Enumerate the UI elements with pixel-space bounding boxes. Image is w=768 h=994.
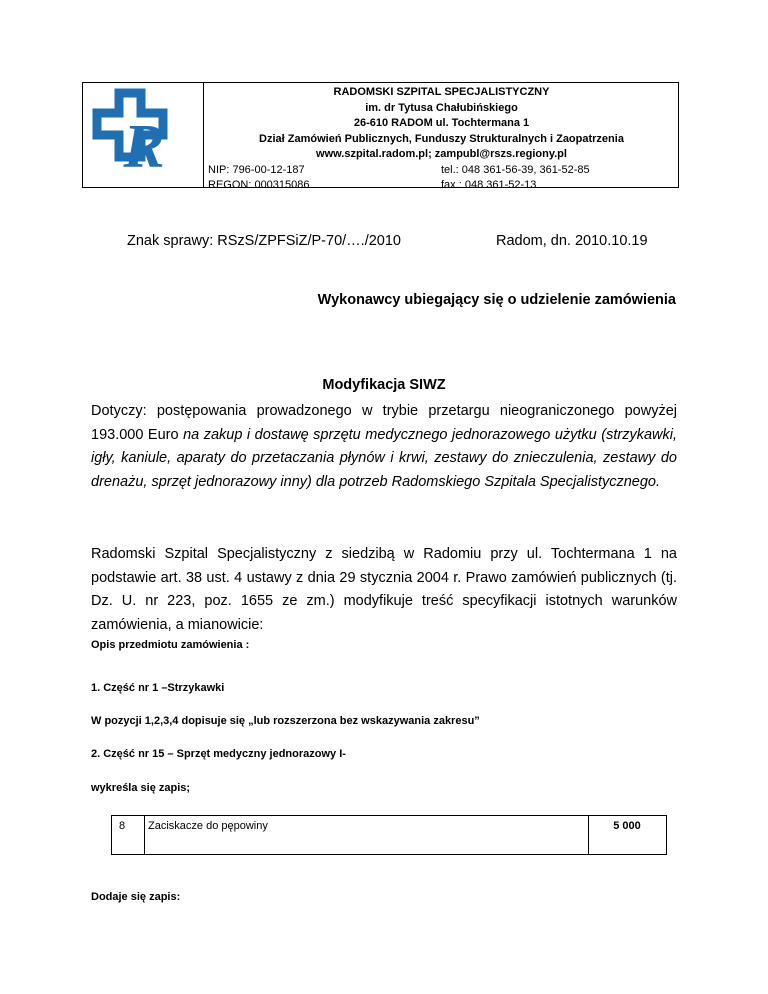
org-tel: tel.: 048 361-56-39, 361-52-85	[441, 163, 590, 176]
case-number: Znak sprawy: RSzS/ZPFSiZ/P-70/…./2010	[127, 233, 401, 249]
table-cell-name: Zaciskacze do pępowiny	[148, 820, 268, 832]
hospital-cross-logo-icon	[89, 87, 197, 183]
section-part15: 2. Część nr 15 – Sprzęt medyczny jednorazowy I-	[91, 748, 346, 760]
table-cell-qty: 5 000	[613, 820, 641, 832]
org-department: Dział Zamówień Publicznych, Funduszy Strukturalnych i Zaopatrzenia	[259, 132, 624, 145]
logo	[83, 83, 204, 187]
letterhead-info	[205, 83, 678, 191]
document-title: Modyfikacja SIWZ	[322, 377, 446, 393]
subject-lead: Dotyczy: postępowania prowadzonego w trybie przetargu nieograniczonego powyżej 193.000 Euro	[91, 403, 677, 443]
section-add: Dodaje się zapis:	[91, 891, 181, 903]
table-cell-lp: 8	[119, 820, 126, 832]
item-table	[111, 815, 667, 855]
letterhead	[82, 82, 679, 191]
section-subject: Opis przedmiotu zamówienia :	[91, 639, 250, 651]
place-date: Radom, dn. 2010.10.19	[496, 233, 648, 249]
logo-letter: R	[123, 113, 165, 181]
org-address: 26-610 RADOM ul. Tochtermana 1	[353, 117, 530, 129]
section-part1: 1. Część nr 1 –Strzykawki	[91, 682, 225, 694]
section-strike: wykreśla się zapis;	[91, 782, 191, 794]
org-web-email: www.szpital.radom.pl; zampubl@rszs.regiony.pl	[316, 148, 567, 160]
org-nip: NIP: 796-00-12-187	[208, 163, 305, 176]
subject-italic: na zakup i dostawę sprzętu medycznego jednorazowego użytku (strzykawki, igły, kaniule, aparaty do przetaczania płynów i krwi, zestawy do znieczulenia, zestawy do drenażu, sprzęt jednorazowy inny) dla potrzeb Radomskiego Szpitala Specjalistycznego.	[91, 426, 677, 490]
org-fax: fax.: 048 361-52-13	[441, 179, 537, 191]
section-part1-change: W pozycji 1,2,3,4 dopisuje się „lub rozszerzona bez wskazywania zakresu”	[91, 715, 480, 727]
org-patron: im. dr Tytusa Chałubińskiego	[365, 101, 518, 114]
org-name: RADOMSKI SZPITAL SPECJALISTYCZNY	[333, 86, 550, 98]
addressee: Wykonawcy ubiegający się o udzielenie zamówienia	[317, 292, 676, 308]
modification-paragraph: Radomski Szpital Specjalistyczny z siedzibą w Radomiu przy ul. Tochtermana 1 na podstawie art. 38 ust. 4 ustawy z dnia 29 stycznia 2004 r. Prawo zamówień publicznych (tj. Dz. U. nr 223, poz. 1655 ze zm.) modyfikuje treść specyfikacji istotnych warunków zamówienia, a mianowicie:	[91, 546, 677, 633]
subject-paragraph	[91, 400, 677, 494]
org-regon: REGON: 000315086	[208, 179, 310, 191]
